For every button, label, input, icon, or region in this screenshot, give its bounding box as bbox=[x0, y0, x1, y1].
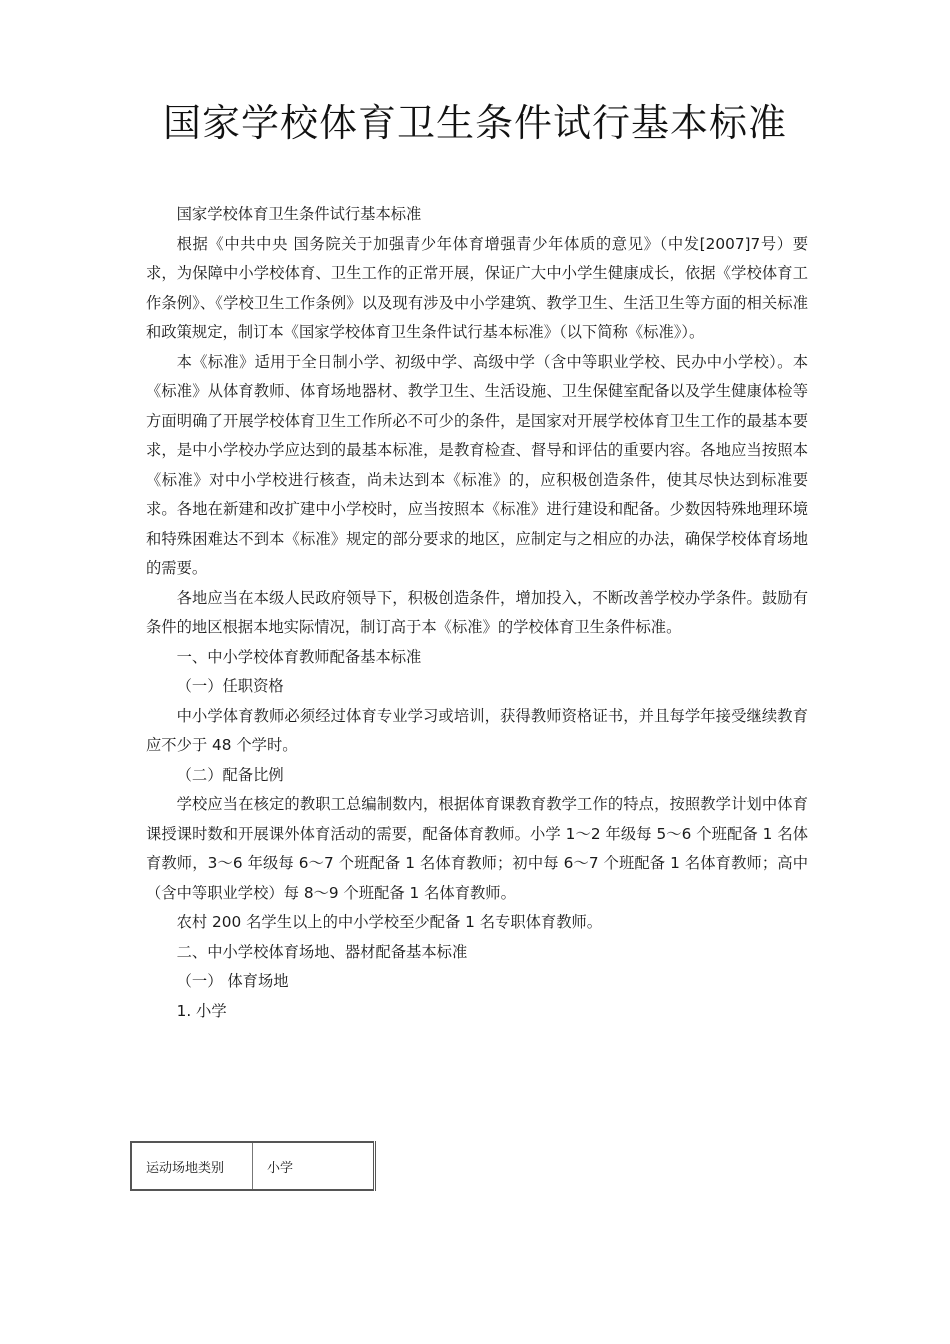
section-heading-2: 二、中小学校体育场地、器材配备基本标准 bbox=[176, 942, 468, 961]
paragraph-improvement: 各地应当在本级人民政府领导下，积极创造条件，增加投入，不断改善学校办学条件。鼓励有条件的地区根据本地实际情况，制订高于本《标准》的学校体育卫生条件标准。 bbox=[146, 588, 808, 636]
table-header-cell: 小学 bbox=[253, 1142, 375, 1190]
document-title: 国家学校体育卫生条件试行基本标准 bbox=[162, 101, 787, 145]
venue-table bbox=[130, 1141, 376, 1191]
paragraph-basis: 根据《中共中央 国务院关于加强青少年体育增强青少年体质的意见》（中发[2007]7号）要求，为保障中小学校体育、卫生工作的正常开展，保证广大中小学生健康成长，依据《学校体育工作条例》、《学校卫生工作条例》以及现有涉及中小学建筑、教学卫生、生活卫生等方面的相关标准和政策规定，制订本《国家学校体育卫生条件试行基本标准》（以下简称《标准》）。 bbox=[146, 234, 808, 341]
subsection-heading-ratio: （二）配备比例 bbox=[176, 765, 284, 784]
paragraph-ratio: 学校应当在核定的教职工总编制数内，根据体育课教育教学工作的特点，按照教学计划中体育课授课时数和开展课外体育活动的需要，配备体育教师。小学 1～2 年级每 5～6 个班配备 1 名体育教师，3～6 年级每 6～7 个班配备 1 名体育教师；初中每 6～7 个班配备 1 名体育教师；高中（含中等职业学校）每 8～9 个班配备 1 名体育教师。 bbox=[146, 795, 808, 902]
table-row bbox=[131, 1142, 375, 1190]
paragraph-scope: 本《标准》适用于全日制小学、初级中学、高级中学（含中等职业学校、民办中小学校）。本《标准》从体育教师、体育场地器材、教学卫生、生活设施、卫生保健室配备以及学生健康体检等方面明确了开展学校体育卫生工作所必不可少的条件，是国家对开展学校体育卫生工作的最基本要求，是中小学校办学应达到的最基本标准，是教育检查、督导和评估的重要内容。各地应当按照本《标准》对中小学校进行核查，尚未达到本《标准》的，应积极创造条件，使其尽快达到标准要求。各地在新建和改扩建中小学校时，应当按照本《标准》进行建设和配备。少数因特殊地理环境和特殊困难达不到本《标准》规定的部分要求的地区，应制定与之相应的办法，确保学校体育场地的需要。 bbox=[146, 352, 808, 577]
subsection-heading-qualification: （一）任职资格 bbox=[176, 677, 284, 695]
subsection-heading-venue: （一） 体育场地 bbox=[176, 972, 289, 990]
section-heading-1: 一、中小学校体育教师配备基本标准 bbox=[176, 647, 422, 666]
paragraph-rural: 农村 200 名学生以上的中小学校至少配备 1 名专职体育教师。 bbox=[176, 913, 603, 931]
paragraph-heading: 国家学校体育卫生条件试行基本标准 bbox=[176, 205, 422, 223]
table-header-cell: 运动场地类别 bbox=[131, 1142, 253, 1190]
document-body bbox=[146, 200, 808, 1026]
paragraph-qualification: 中小学体育教师必须经过体育专业学习或培训，获得教师资格证书，并且每学年接受继续教育应不少于 48 个学时。 bbox=[146, 706, 808, 754]
list-item-primary: 1. 小学 bbox=[176, 1001, 227, 1020]
